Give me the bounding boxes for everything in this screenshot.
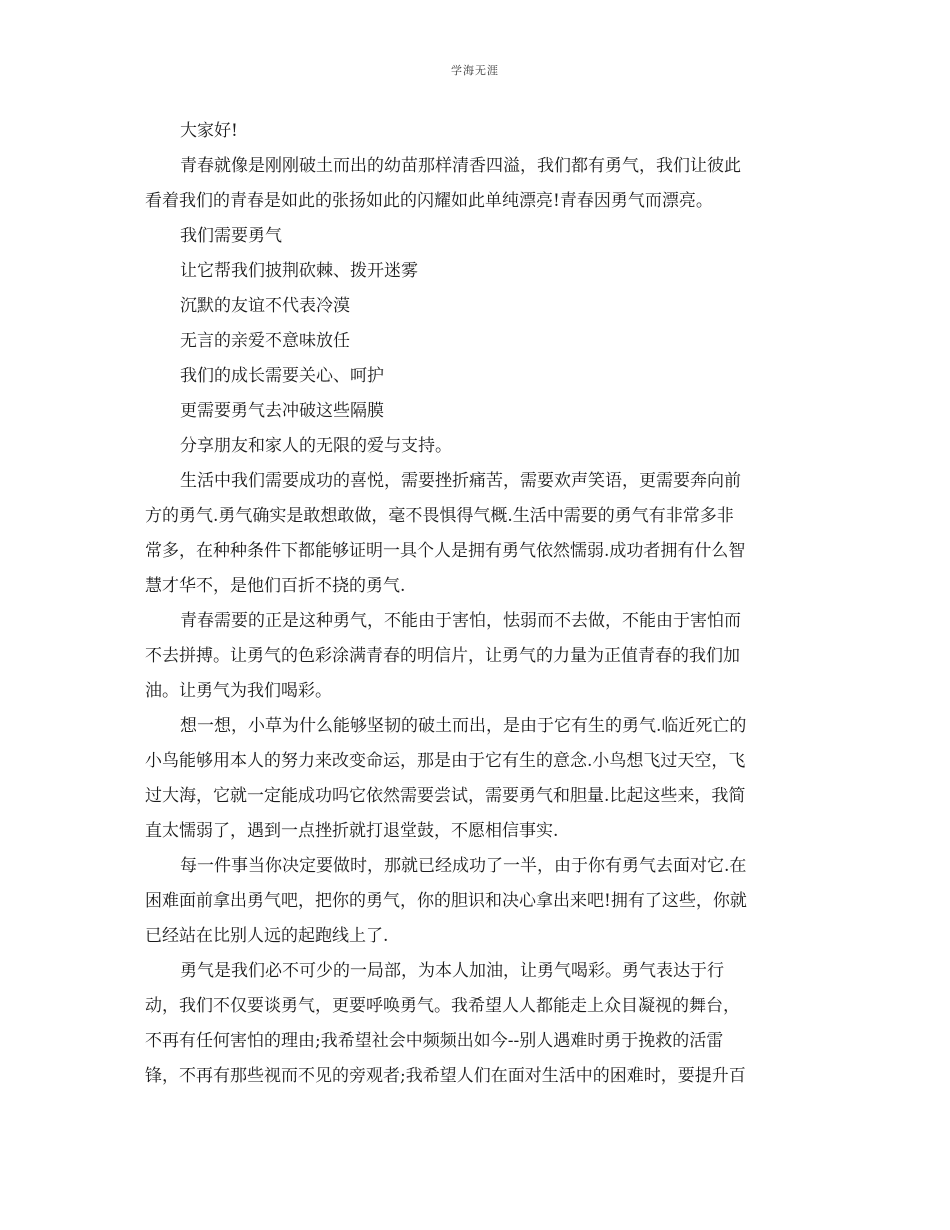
text-line: 更需要勇气去冲破这些隔膜 [180, 401, 384, 421]
text-line: 生活中我们需要成功的喜悦，需要挫折痛苦，需要欢声笑语，更需要奔向前 [180, 471, 741, 491]
text-line: 方的勇气.勇气确实是敢想敢做，毫不畏惧得气概.生活中需要的勇气有非常多非 [145, 506, 734, 526]
text-line: 青春就像是刚刚破土而出的幼苗那样清香四溢，我们都有勇气，我们让彼此 [180, 156, 741, 176]
text-line: 看着我们的青春是如此的张扬如此的闪耀如此单纯漂亮!青春因勇气而漂亮。 [145, 191, 713, 211]
text-line: 困难面前拿出勇气吧，把你的勇气，你的胆识和决心拿出来吧!拥有了这些，你就 [145, 891, 747, 911]
text-line: 油。让勇气为我们喝彩。 [145, 681, 332, 701]
text-line: 动，我们不仅要谈勇气，更要呼唤勇气。我希望人人都能走上众目凝视的舞台， [145, 996, 740, 1016]
text-line: 我们的成长需要关心、呵护 [180, 366, 384, 386]
text-line: 勇气是我们必不可少的一局部，为本人加油，让勇气喝彩。勇气表达于行 [180, 961, 724, 981]
text-line: 常多，在种种条件下都能够证明一具个人是拥有勇气依然懦弱.成功者拥有什么智 [145, 541, 746, 561]
page-header: 学海无涯 [451, 64, 499, 77]
text-line: 直太懦弱了，遇到一点挫折就打退堂鼓，不愿相信事实. [145, 821, 559, 841]
text-line: 分享朋友和家人的无限的爱与支持。 [180, 436, 452, 456]
document-body [145, 114, 805, 1094]
text-line: 想一想，小草为什么能够坚韧的破土而出，是由于它有生的勇气.临近死亡的 [180, 716, 747, 736]
text-line: 让它帮我们披荆砍棘、拨开迷雾 [180, 261, 418, 281]
text-line: 小鸟能够用本人的努力来改变命运，那是由于它有生的意念.小鸟想飞过天空，飞 [145, 751, 746, 771]
text-line: 沉默的友谊不代表冷漠 [180, 296, 350, 316]
text-line: 不去拼搏。让勇气的色彩涂满青春的明信片，让勇气的力量为正值青春的我们加 [145, 646, 740, 666]
text-line: 已经站在比别人远的起跑线上了. [145, 926, 389, 946]
text-line: 我们需要勇气 [180, 226, 282, 246]
text-line: 慧才华不，是他们百折不挠的勇气. [145, 576, 406, 596]
text-line: 锋，不再有那些视而不见的旁观者;我希望人们在面对生活中的困难时，要提升百 [145, 1066, 746, 1086]
text-line: 无言的亲爱不意味放任 [180, 331, 350, 351]
text-line: 大家好! [180, 121, 238, 141]
text-line: 不再有任何害怕的理由;我希望社会中频频出如今--别人遇难时勇于挽救的活雷 [145, 1031, 724, 1051]
text-line: 青春需要的正是这种勇气，不能由于害怕，怯弱而不去做，不能由于害怕而 [180, 611, 741, 631]
text-line: 每一件事当你决定要做时，那就已经成功了一半，由于你有勇气去面对它.在 [180, 856, 747, 876]
text-line: 过大海，它就一定能成功吗它依然需要尝试，需要勇气和胆量.比起这些来，我简 [145, 786, 746, 806]
